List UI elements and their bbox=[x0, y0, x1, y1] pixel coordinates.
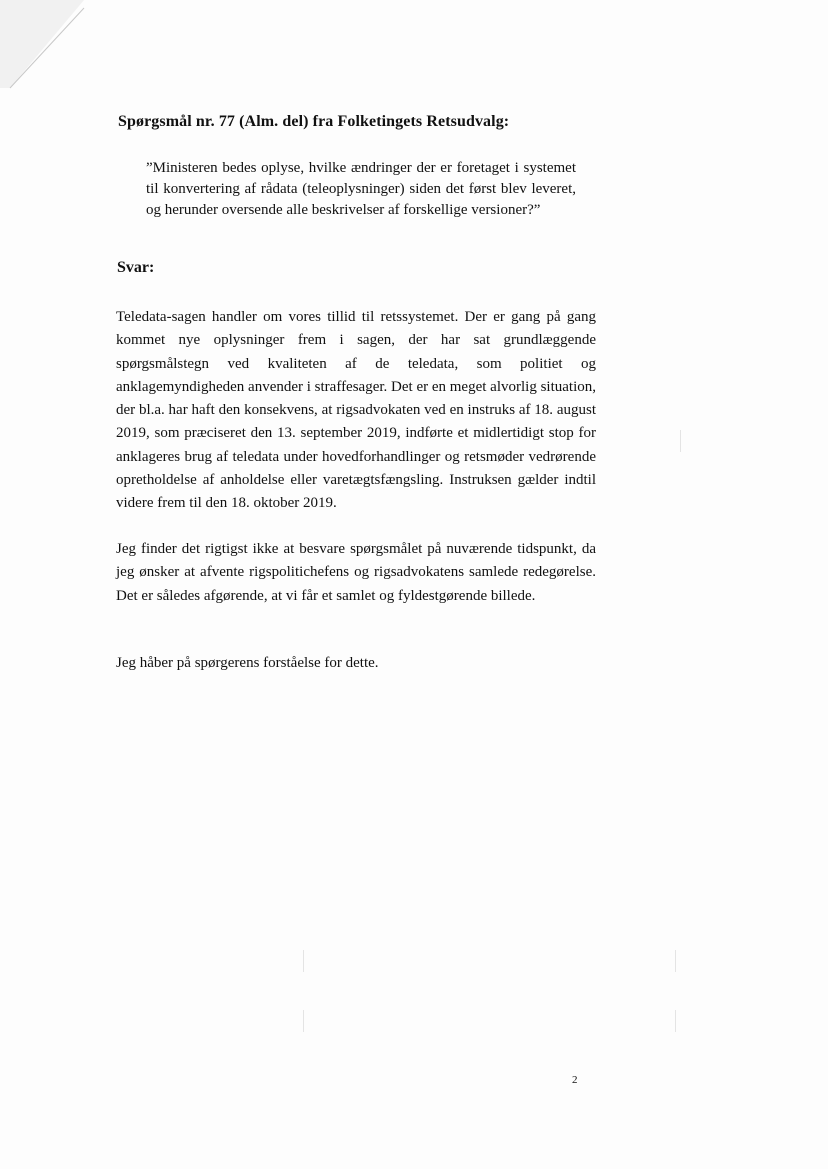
answer-label: Svar: bbox=[117, 259, 155, 276]
scan-artifact bbox=[680, 430, 681, 452]
answer-paragraph-1: Teledata-sagen handler om vores tillid til retssystemet. Der er gang på gang kommet nye oplysninger frem i sagen, der har sat grundlæggende spørgsmålstegn ved kvaliteten af de teledata, som politiet og anklagemyndigheden anvender i straffesager. Det er en meget alvorlig situation, der bl.a. har haft den konsekvens, at rigsadvokaten ved en instruks af 18. august 2019, som præciseret den 13. september 2019, indførte et midlertidigt stop for anklageres brug af teledata under hovedforhandlinger og retsmøder vedrørende opretholdelse af anholdelse eller varetægtsfængsling. Instruksen gælder indtil videre frem til den 18. oktober 2019. bbox=[116, 309, 596, 512]
scan-artifact bbox=[303, 1010, 304, 1032]
scan-artifact bbox=[675, 1010, 676, 1032]
answer-paragraph-3: Jeg håber på spørgerens forståelse for dette. bbox=[116, 655, 379, 671]
page-corner-fold bbox=[0, 0, 90, 92]
page-number: 2 bbox=[572, 1074, 578, 1086]
scan-artifact bbox=[303, 950, 304, 972]
question-heading: Spørgsmål nr. 77 (Alm. del) fra Folketingets Retsudvalg: bbox=[118, 113, 510, 130]
scan-artifact bbox=[675, 950, 676, 972]
answer-paragraph-2: Jeg finder det rigtigst ikke at besvare spørgsmålet på nuværende tidspunkt, da jeg ønsker at afvente rigspolitichefens og rigsadvokatens samlede redegørelse. Det er således afgørende, at vi får et samlet og fyldestgørende billede. bbox=[116, 541, 596, 604]
question-quote: ”Ministeren bedes oplyse, hvilke ændringer der er foretaget i systemet til konvertering af rådata (teleoplysninger) siden det først blev leveret, og herunder oversende alle beskrivelser af forskellige versioner?” bbox=[146, 160, 576, 218]
